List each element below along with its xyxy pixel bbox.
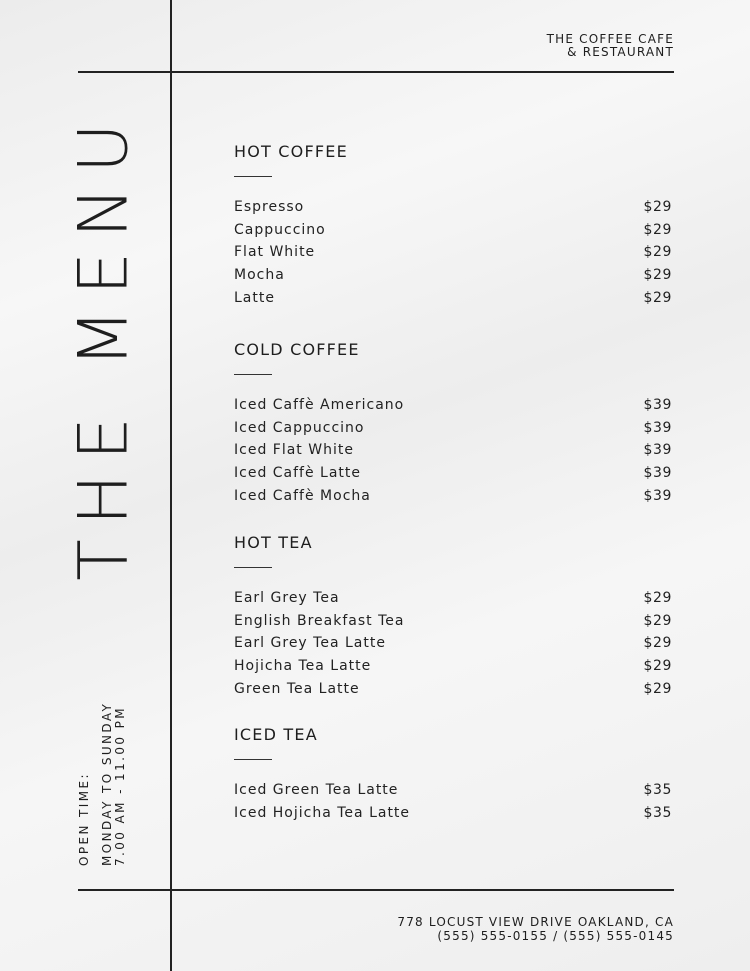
menu-item (234, 394, 672, 417)
opening-hours-values (101, 702, 127, 866)
menu-item (234, 678, 672, 701)
item-name: English Breakfast Tea (234, 612, 405, 629)
hours-days: MONDAY TO SUNDAY (100, 701, 114, 866)
hours-time: 7.00 AM - 11.00 PM (113, 705, 127, 866)
menu-item (234, 439, 672, 462)
item-name: Hojicha Tea Latte (234, 658, 372, 675)
section-underline (234, 374, 272, 375)
section-cold-coffee (234, 341, 672, 508)
section-underline (234, 759, 272, 760)
item-price: $39 (643, 442, 672, 459)
item-name: Green Tea Latte (234, 680, 360, 697)
item-name: Iced Green Tea Latte (234, 782, 399, 798)
street-address: 778 LOCUST VIEW DRIVE OAKLAND, CA (397, 915, 674, 929)
section-title: COLD COFFEE (234, 340, 360, 359)
item-price: $39 (643, 487, 672, 504)
item-price: $39 (643, 465, 672, 482)
section-title: HOT COFFEE (234, 142, 348, 161)
item-list (234, 779, 672, 824)
bottom-divider (78, 889, 674, 891)
menu-item (234, 462, 672, 485)
menu-item (234, 802, 672, 825)
address-block (397, 915, 674, 943)
item-name: Earl Grey Tea (234, 590, 340, 606)
item-price: $29 (643, 658, 672, 675)
menu-item (234, 655, 672, 678)
brand-line-1: THE COFFEE CAFE (546, 32, 674, 46)
menu-item (234, 632, 672, 655)
item-price: $29 (643, 221, 672, 238)
item-name: Cappuccino (234, 221, 326, 238)
menu-item (234, 287, 672, 310)
item-name: Mocha (234, 267, 285, 284)
item-name: Iced Caffè Latte (234, 465, 362, 482)
item-list (234, 196, 672, 310)
item-price: $29 (643, 289, 672, 306)
section-title: HOT TEA (234, 533, 313, 552)
item-price: $29 (643, 680, 672, 697)
item-price: $39 (643, 397, 672, 413)
item-price: $35 (643, 782, 672, 798)
item-price: $29 (643, 199, 672, 215)
item-name: Flat White (234, 244, 316, 261)
menu-item (234, 779, 672, 802)
item-list (234, 394, 672, 508)
item-price: $29 (643, 635, 672, 652)
menu-item (234, 587, 672, 610)
item-name: Iced Cappuccino (234, 419, 365, 436)
item-price: $29 (643, 244, 672, 261)
item-name: Iced Caffè Americano (234, 397, 405, 413)
item-price: $29 (643, 267, 672, 284)
section-underline (234, 567, 272, 568)
item-list (234, 587, 672, 701)
item-price: $29 (643, 590, 672, 606)
item-name: Iced Flat White (234, 442, 354, 459)
section-underline (234, 176, 272, 177)
top-divider (78, 71, 674, 73)
section-hot-coffee (234, 143, 672, 310)
menu-title: THE MENU (64, 109, 144, 581)
menu-item (234, 417, 672, 440)
item-name: Iced Caffè Mocha (234, 487, 371, 504)
item-name: Latte (234, 289, 275, 306)
item-price: $35 (643, 804, 672, 821)
menu-item (234, 264, 672, 287)
menu-item (234, 219, 672, 242)
menu-item (234, 610, 672, 633)
menu-item (234, 241, 672, 264)
item-name: Espresso (234, 199, 305, 215)
menu-item (234, 196, 672, 219)
brand-line-2: & RESTAURANT (567, 45, 674, 59)
menu-item (234, 485, 672, 508)
item-name: Earl Grey Tea Latte (234, 635, 386, 652)
item-price: $29 (643, 612, 672, 629)
section-hot-tea (234, 534, 672, 701)
item-price: $39 (643, 419, 672, 436)
item-name: Iced Hojicha Tea Latte (234, 804, 411, 821)
vertical-divider (170, 0, 172, 971)
hours-label: OPEN TIME: (77, 772, 91, 866)
section-iced-tea (234, 726, 672, 824)
opening-hours (78, 761, 91, 866)
section-title: ICED TEA (234, 725, 318, 744)
brand-name (547, 33, 674, 59)
phone-numbers: (555) 555-0155 / (555) 555-0145 (437, 929, 674, 943)
